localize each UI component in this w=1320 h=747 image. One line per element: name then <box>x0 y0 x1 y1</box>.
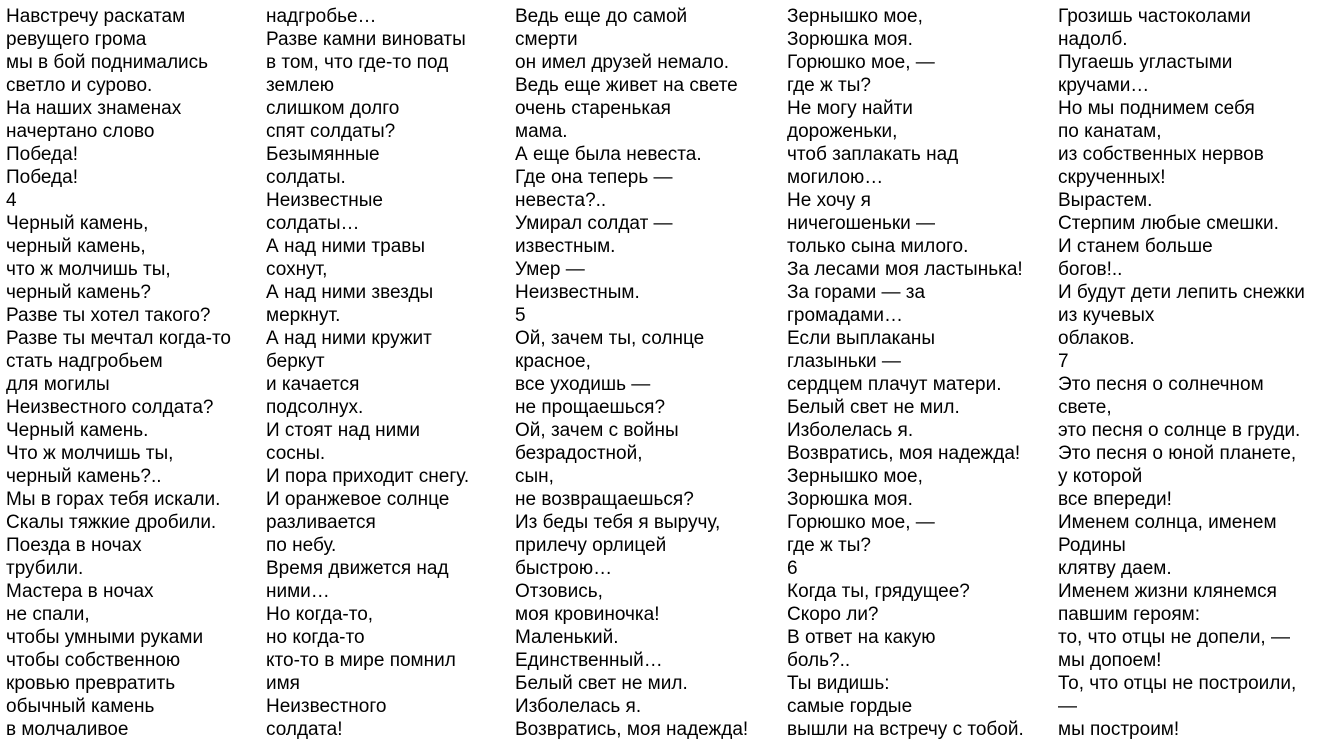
poem-line: Зорюшка моя. <box>787 29 913 50</box>
poem-line: светло и сурово. <box>6 75 153 96</box>
poem-line: 4 <box>6 190 17 211</box>
poem-line: Маленький. <box>515 627 619 648</box>
poem-line: в том, что где-то под <box>266 52 449 73</box>
poem-line: Разве ты хотел такого? <box>6 305 211 326</box>
poem-line: Возвратись, моя надежда! <box>515 719 749 740</box>
poem-line: землею <box>266 75 335 96</box>
poem-line: это песня о солнце в груди. <box>1058 420 1301 441</box>
poem-line: стать надгробьем <box>6 351 163 372</box>
poem-line: чтобы собственною <box>6 650 181 671</box>
poem-line: Умирал солдат — <box>515 213 673 234</box>
poem-line: павшим героям: <box>1058 604 1200 625</box>
poem-line: Это песня о солнечном <box>1058 374 1264 395</box>
poem-line: Умер — <box>515 259 585 280</box>
poem-line: и качается <box>266 374 360 395</box>
poem-line: Не могу найти <box>787 98 913 119</box>
poem-line: ревущего грома <box>6 29 147 50</box>
poem-line: мы допоем! <box>1058 650 1162 671</box>
text-column-3 <box>515 5 748 741</box>
poem-line: За лесами моя ластынька! <box>787 259 1023 280</box>
poem-line: прилечу орлицей <box>515 535 667 556</box>
poem-line: безрадостной, <box>515 443 643 464</box>
poem-line: И оранжевое солнце <box>266 489 450 510</box>
poem-line: 7 <box>1058 351 1069 372</box>
poem-line: подсолнух. <box>266 397 364 418</box>
poem-line: все впереди! <box>1058 489 1172 510</box>
poem-line: то, что отцы не допели, — <box>1058 627 1290 648</box>
poem-line: надолб. <box>1058 29 1128 50</box>
poem-line: для могилы <box>6 374 110 395</box>
poem-line: известным. <box>515 236 616 257</box>
poem-line: черный камень, <box>6 236 146 257</box>
poem-line: Горюшко мое, — <box>787 512 935 533</box>
poem-line: Пугаешь угластыми <box>1058 52 1233 73</box>
poem-line: не спали, <box>6 604 90 625</box>
poem-line: Неизвестного солдата? <box>6 397 214 418</box>
poem-line: богов!.. <box>1058 259 1123 280</box>
poem-line: спят солдаты? <box>266 121 396 142</box>
poem-line: меркнут. <box>266 305 341 326</box>
poem-line: Где она теперь — <box>515 167 673 188</box>
poem-line: по небу. <box>266 535 337 556</box>
poem-line: все уходишь — <box>515 374 651 395</box>
poem-line: Грозишь частоколами <box>1058 6 1251 27</box>
poem-line: А над ними звезды <box>266 282 434 303</box>
poem-line: Мы в горах тебя искали. <box>6 489 221 510</box>
poem-line: кручами… <box>1058 75 1150 96</box>
poem-line: боль?.. <box>787 650 851 671</box>
poem-line: клятву даем. <box>1058 558 1172 579</box>
poem-line: он имел друзей немало. <box>515 52 730 73</box>
poem-line: Когда ты, грядущее? <box>787 581 970 602</box>
poem-line: Ты видишь: <box>787 673 890 694</box>
poem-line: ничегошеньки — <box>787 213 936 234</box>
poem-line: кто-то в мире помнил <box>266 650 456 671</box>
poem-line: солдаты. <box>266 167 346 188</box>
poem-line: Зернышко мое, <box>787 6 923 27</box>
poem-line: Ведь еще живет на свете <box>515 75 738 96</box>
poem-line: солдаты… <box>266 213 360 234</box>
poem-line: Победа! <box>6 167 78 188</box>
poem-line: Изболелась я. <box>515 696 642 717</box>
poem-line: Скалы тяжкие дробили. <box>6 512 217 533</box>
poem-line: Победа! <box>6 144 78 165</box>
poem-line: только сына милого. <box>787 236 969 257</box>
poem-line: сердцем плачут матери. <box>787 374 1002 395</box>
poem-line: облаков. <box>1058 328 1135 349</box>
poem-line: Изболелась я. <box>787 420 914 441</box>
poem-line: но когда-то <box>266 627 365 648</box>
poem-line: И стоят над ними <box>266 420 420 441</box>
poem-line: Черный камень. <box>6 420 149 441</box>
poem-line: Это песня о юной планете, <box>1058 443 1297 464</box>
poem-line: мама. <box>515 121 568 142</box>
poem-line: начертано слово <box>6 121 155 142</box>
poem-line: где ж ты? <box>787 535 871 556</box>
poem-line: Неизвестным. <box>515 282 640 303</box>
poem-line: мы в бой поднимались <box>6 52 209 73</box>
poem-line: обычный камень <box>6 696 155 717</box>
poem-line: солдата! <box>266 719 343 740</box>
poem-line: — <box>1058 696 1077 717</box>
poem-line: Что ж молчишь ты, <box>6 443 174 464</box>
text-column-4 <box>787 5 1024 741</box>
poem-line: Из беды тебя я выручу, <box>515 512 721 533</box>
poem-line: глазыньки — <box>787 351 901 372</box>
poem-line: надгробье… <box>266 6 377 27</box>
poem-line: ними… <box>266 581 330 602</box>
poem-line: где ж ты? <box>787 75 871 96</box>
poem-line: Родины <box>1058 535 1126 556</box>
poem-line: сохнут, <box>266 259 328 280</box>
poem-line: быстрою… <box>515 558 613 579</box>
poem-line: сын, <box>515 466 554 487</box>
poem-line: имя <box>266 673 300 694</box>
poem-line: 5 <box>515 305 526 326</box>
poem-line: мы построим! <box>1058 719 1180 740</box>
poem-line: чтоб заплакать над <box>787 144 959 165</box>
poem-line: Белый свет не мил. <box>515 673 688 694</box>
poem-line: не возвращаешься? <box>515 489 694 510</box>
poem-line: Ведь еще до самой <box>515 6 688 27</box>
poem-line: громадами… <box>787 305 904 326</box>
poem-line: Мастера в ночах <box>6 581 154 602</box>
poem-line: слишком долго <box>266 98 400 119</box>
poem-line: То, что отцы не построили, <box>1058 673 1297 694</box>
poem-line: Горюшко мое, — <box>787 52 935 73</box>
poem-line: Ой, зачем с войны <box>515 420 679 441</box>
poem-line: И будут дети лепить снежки <box>1058 282 1305 303</box>
poem-line: А над ними травы <box>266 236 426 257</box>
poem-line: черный камень?.. <box>6 466 162 487</box>
poem-line: Черный камень, <box>6 213 149 234</box>
poem-line: Если выплаканы <box>787 328 936 349</box>
poem-line: по канатам, <box>1058 121 1162 142</box>
poem-line: В ответ на какую <box>787 627 936 648</box>
poem-line: не прощаешься? <box>515 397 666 418</box>
poem-line: Неизвестного <box>266 696 387 717</box>
poem-line: Белый свет не мил. <box>787 397 960 418</box>
poem-line: кровью превратить <box>6 673 176 694</box>
poem-line: Неизвестные <box>266 190 383 211</box>
poem-line: сосны. <box>266 443 326 464</box>
poem-line: 6 <box>787 558 798 579</box>
poem-line: Но мы поднимем себя <box>1058 98 1255 119</box>
poem-line: Стерпим любые смешки. <box>1058 213 1279 234</box>
poem-line: очень старенькая <box>515 98 671 119</box>
text-column-2 <box>266 5 469 741</box>
poem-line: Вырастем. <box>1058 190 1153 211</box>
poem-line: Отзовись, <box>515 581 603 602</box>
poem-line: разливается <box>266 512 376 533</box>
poem-line: из собственных нервов <box>1058 144 1264 165</box>
poem-line: самые гордые <box>787 696 913 717</box>
poem-line: А еще была невеста. <box>515 144 702 165</box>
poem-line: черный камень? <box>6 282 151 303</box>
poem-line: Не хочу я <box>787 190 871 211</box>
poem-line: Безымянные <box>266 144 380 165</box>
poem-line: смерти <box>515 29 578 50</box>
poem-line: скрученных! <box>1058 167 1166 188</box>
poem-line: что ж молчишь ты, <box>6 259 171 280</box>
poem-line: дороженьки, <box>787 121 898 142</box>
text-column-5 <box>1058 5 1305 741</box>
poem-line: Но когда-то, <box>266 604 374 625</box>
poem-line: моя кровиночка! <box>515 604 660 625</box>
poem-line: Навстречу раскатам <box>6 6 186 27</box>
poem-line: у которой <box>1058 466 1143 487</box>
poem-line: невеста?.. <box>515 190 607 211</box>
poem-line: Зорюшка моя. <box>787 489 913 510</box>
poem-line: Единственный… <box>515 650 663 671</box>
poem-line: могилою… <box>787 167 884 188</box>
poem-line: Разве камни виноваты <box>266 29 466 50</box>
poem-line: Скоро ли? <box>787 604 879 625</box>
poem-line: красное, <box>515 351 591 372</box>
poem-line: беркут <box>266 351 325 372</box>
poem-line: А над ними кружит <box>266 328 432 349</box>
poem-line: И пора приходит снегу. <box>266 466 470 487</box>
poem-line: трубили. <box>6 558 84 579</box>
poem-line: Возвратись, моя надежда! <box>787 443 1021 464</box>
poem-line: вышли на встречу с тобой. <box>787 719 1024 740</box>
poem-line: Разве ты мечтал когда-то <box>6 328 231 349</box>
poem-line: Поезда в ночах <box>6 535 142 556</box>
poem-line: свете, <box>1058 397 1112 418</box>
poem-line: И станем больше <box>1058 236 1213 257</box>
poem-line: в молчаливое <box>6 719 129 740</box>
poem-line: На наших знаменах <box>6 98 182 119</box>
poem-line: Ой, зачем ты, солнце <box>515 328 705 349</box>
poem-line: За горами — за <box>787 282 926 303</box>
text-column-1 <box>6 5 231 741</box>
poem-line: Зернышко мое, <box>787 466 923 487</box>
poem-line: Именем жизни клянемся <box>1058 581 1277 602</box>
poem-line: из кучевых <box>1058 305 1155 326</box>
poem-line: чтобы умными руками <box>6 627 204 648</box>
poem-line: Именем солнца, именем <box>1058 512 1277 533</box>
poem-line: Время движется над <box>266 558 449 579</box>
